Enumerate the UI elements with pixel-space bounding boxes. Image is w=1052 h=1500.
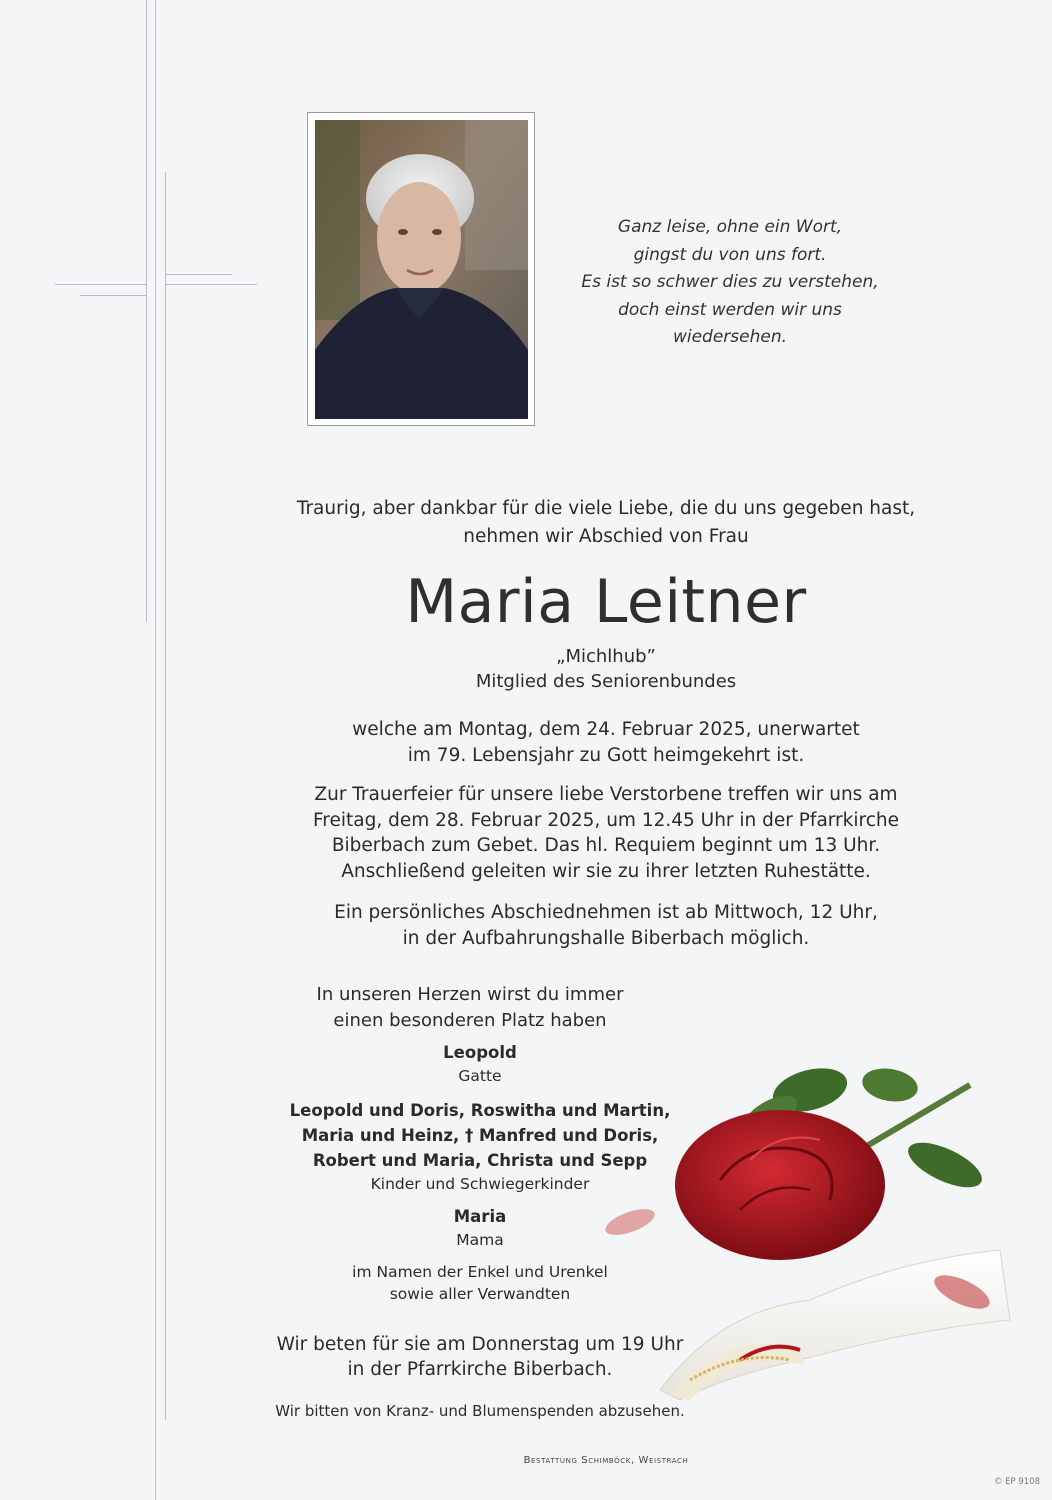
poem	[560, 214, 900, 352]
ceremony-line: Anschließend geleiten wir sie zu ihrer letzten Ruhestätte.	[341, 860, 871, 882]
husband-name: Leopold	[443, 1043, 517, 1062]
farewell-notice	[260, 900, 952, 951]
ep-code: © EP 9108	[993, 1477, 1040, 1487]
deceased-details	[260, 644, 952, 694]
heart-line: In unseren Herzen wirst du immer	[316, 984, 624, 1005]
deceased-name: Maria Leitner	[405, 567, 807, 637]
poem-line: wiedersehen.	[672, 327, 788, 347]
mother-name: Maria	[453, 1207, 507, 1226]
prayer-notice	[250, 1332, 710, 1382]
children-line: Maria und Heinz, † Manfred und Doris,	[301, 1126, 659, 1145]
intro-line: Traurig, aber dankbar für die viele Liebe, die du uns gegeben hast,	[296, 498, 916, 519]
portrait-photo	[315, 120, 528, 419]
ceremony-line: Freitag, dem 28. Februar 2025, um 12.45 Uhr in der Pfarrkirche	[313, 809, 899, 831]
intro-line: nehmen wir Abschied von Frau	[463, 526, 749, 547]
children-line: Robert und Maria, Christa und Sepp	[312, 1151, 648, 1170]
ceremony-line: Zur Trauerfeier für unsere liebe Verstorbene treffen wir uns am	[314, 784, 898, 805]
heart-text	[280, 982, 660, 1033]
prayer-line: Wir beten für sie am Donnerstag um 19 Uhr	[276, 1334, 684, 1355]
heart-line: einen besonderen Platz haben	[333, 1009, 607, 1031]
relatives-line: im Namen der Enkel und Urenkel	[352, 1263, 608, 1281]
death-notice	[260, 717, 952, 768]
farewell-line: in der Aufbahrungshalle Biberbach möglich.	[402, 927, 810, 949]
farewell-line: Ein persönliches Abschiednehmen ist ab Mittwoch, 12 Uhr,	[334, 902, 878, 923]
relatives-line: sowie aller Verwandten	[389, 1285, 571, 1303]
deceased-nickname: „Michlhub”	[556, 646, 656, 667]
funeral-home: Bestattung Schimböck, Weistrach	[523, 1455, 689, 1466]
prayer-line: in der Pfarrkirche Biberbach.	[347, 1359, 613, 1380]
poem-line: Ganz leise, ohne ein Wort,	[617, 217, 843, 237]
death-line: welche am Montag, dem 24. Februar 2025, unerwartet	[352, 719, 860, 740]
husband-role: Gatte	[458, 1067, 502, 1085]
family-list	[280, 1040, 680, 1305]
poem-line: doch einst werden wir uns	[618, 299, 842, 320]
ceremony-notice	[260, 782, 952, 884]
children-line: Leopold und Doris, Roswitha und Martin,	[289, 1101, 671, 1120]
donation-note: Wir bitten von Kranz- und Blumenspenden abzusehen.	[275, 1402, 685, 1420]
ceremony-line: Biberbach zum Gebet. Das hl. Requiem beginnt um 13 Uhr.	[331, 835, 881, 857]
poem-line: gingst du von uns fort.	[633, 244, 827, 265]
children-role: Kinder und Schwiegerkinder	[370, 1175, 590, 1193]
poem-line: Es ist so schwer dies zu verstehen,	[581, 272, 879, 292]
deceased-membership: Mitglied des Seniorenbundes	[475, 671, 737, 692]
mother-role: Mama	[456, 1231, 504, 1249]
death-line: im 79. Lebensjahr zu Gott heimgekehrt ist.	[407, 744, 805, 766]
intro-text	[260, 495, 952, 551]
